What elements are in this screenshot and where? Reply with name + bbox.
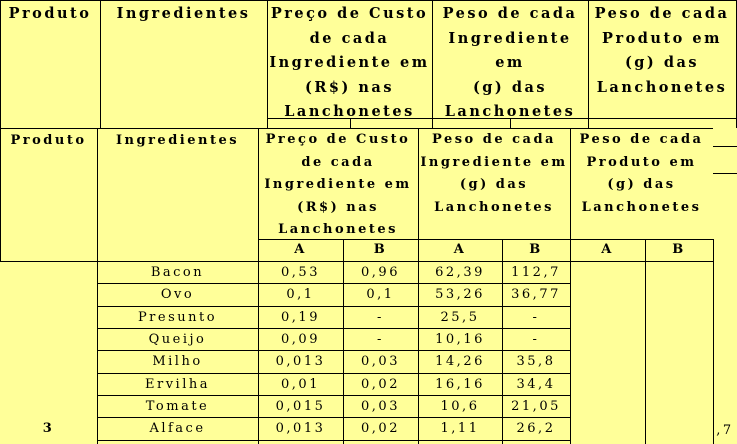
ingredient-name: Queijo bbox=[148, 332, 207, 347]
peso-ingrediente-header-line: Lanchonetes bbox=[434, 199, 554, 215]
peso-a-value: 53,26 bbox=[435, 287, 485, 302]
peso-ingrediente-header-line: Peso de cada bbox=[442, 5, 578, 22]
peso-a-value: 25,5 bbox=[440, 310, 480, 325]
peso-b-value: - bbox=[532, 310, 540, 325]
preco-a-value: 0,09 bbox=[281, 332, 320, 347]
peso-a-value: 10,16 bbox=[435, 332, 485, 347]
ingredient-name: Ervilha bbox=[145, 377, 210, 392]
preco-a-value: 0,013 bbox=[275, 421, 326, 436]
subheader-produto-a: A bbox=[601, 242, 614, 257]
preco-b-value: - bbox=[377, 332, 384, 347]
subheader-peso-b: B bbox=[529, 242, 543, 257]
subheader-produto-b: B bbox=[672, 242, 686, 257]
peso-b-value: 36,77 bbox=[511, 287, 561, 302]
peso-ingrediente-header-line: Peso de cada bbox=[432, 132, 556, 147]
preco-a-value: 0,53 bbox=[281, 265, 320, 280]
peso-produto-header bbox=[570, 129, 713, 219]
peso-b-value: 35,8 bbox=[516, 354, 556, 369]
peso-b-value: - bbox=[532, 332, 540, 347]
trailing-fragment: ,7 bbox=[716, 423, 734, 438]
preco-header bbox=[258, 129, 418, 242]
subheader-preco-a: A bbox=[294, 242, 307, 257]
ingredientes-header: Ingredientes bbox=[115, 133, 240, 148]
preco-a-value: 0,015 bbox=[275, 399, 326, 414]
divider bbox=[713, 146, 737, 147]
preco-b-value: 0,02 bbox=[361, 421, 400, 436]
preco-b-value: 0,02 bbox=[361, 377, 400, 392]
divider bbox=[645, 239, 646, 444]
preco-b-value: 0,03 bbox=[361, 354, 400, 369]
peso-produto-header-line: Lanchonetes bbox=[581, 199, 702, 215]
divider bbox=[713, 173, 737, 174]
preco-header-line: Lanchonetes bbox=[278, 222, 398, 237]
peso-produto-header-line: (g) das bbox=[624, 54, 700, 71]
ingredient-name: Presunto bbox=[137, 310, 218, 325]
peso-b-value: 21,05 bbox=[511, 399, 561, 414]
peso-ingrediente-header-line: (g) das bbox=[472, 78, 548, 96]
produto-header: Produto bbox=[10, 133, 87, 148]
peso-produto-header-line: Produto em bbox=[602, 29, 722, 47]
preco-a-value: 0,1 bbox=[286, 287, 315, 302]
peso-ingrediente-header-line: Ingrediente em bbox=[420, 154, 568, 170]
peso-b-value: 112,7 bbox=[511, 265, 561, 280]
peso-a-value: 10,6 bbox=[440, 399, 480, 414]
peso-a-value: 14,26 bbox=[435, 354, 485, 369]
preco-b-value: 0,1 bbox=[366, 287, 395, 302]
divider bbox=[97, 440, 570, 441]
preco-b-value: 0,03 bbox=[361, 399, 400, 414]
peso-ingrediente-header bbox=[418, 129, 570, 219]
preco-header-line: (R$) nas bbox=[304, 78, 394, 96]
peso-b-value: 34,4 bbox=[516, 377, 556, 392]
preco-b-value: - bbox=[377, 310, 384, 325]
produto-header: Produto bbox=[8, 5, 92, 22]
product-number: 3 bbox=[42, 421, 55, 436]
preco-b-value: 0,96 bbox=[361, 265, 400, 280]
peso-produto-header-line: Lanchonetes bbox=[596, 78, 728, 96]
ingredient-name: Ovo bbox=[160, 287, 195, 302]
peso-ingrediente-header bbox=[432, 2, 588, 125]
preco-a-value: 0,013 bbox=[275, 354, 326, 369]
peso-a-value: 62,39 bbox=[435, 265, 485, 280]
preco-header-line: Preço de Custo bbox=[265, 132, 411, 147]
peso-a-value: 16,16 bbox=[435, 377, 485, 392]
divider bbox=[713, 239, 714, 444]
peso-ingrediente-header-line: (g) das bbox=[459, 177, 529, 192]
ingredientes-header: Ingredientes bbox=[116, 5, 251, 22]
preco-header-line: de cada bbox=[309, 29, 390, 47]
ingredient-name: Tomate bbox=[145, 399, 210, 414]
preco-header bbox=[267, 2, 432, 125]
preco-a-value: 0,19 bbox=[281, 310, 320, 325]
ingredient-name: Bacon bbox=[150, 265, 205, 280]
peso-produto-header-line: Peso de cada bbox=[594, 5, 730, 22]
ingredient-name: Alface bbox=[149, 421, 206, 436]
peso-b-value: 26,2 bbox=[516, 421, 556, 436]
preco-header-line: (R$) nas bbox=[297, 199, 379, 215]
subheader-peso-a: A bbox=[453, 242, 467, 257]
peso-produto-header bbox=[588, 2, 736, 100]
peso-a-value: 1,11 bbox=[440, 421, 480, 436]
preco-a-value: 0,01 bbox=[281, 377, 320, 392]
preco-header-line: Lanchonetes bbox=[284, 103, 415, 120]
peso-produto-header-line: Peso de cada bbox=[579, 132, 704, 147]
peso-produto-header-line: Produto em bbox=[586, 154, 697, 170]
ingredient-name: Milho bbox=[152, 354, 203, 369]
preco-header-line: Ingrediente em bbox=[264, 177, 412, 192]
preco-header-line: Ingrediente em bbox=[269, 54, 430, 71]
preco-header-line: Preço de Custo bbox=[270, 5, 429, 22]
preco-header-line: de cada bbox=[301, 154, 375, 170]
peso-ingrediente-header-line: Lanchonetes bbox=[444, 103, 576, 120]
subheader-preco-b: B bbox=[373, 242, 388, 257]
divider bbox=[0, 0, 737, 1]
peso-produto-header-line: (g) das bbox=[607, 177, 676, 192]
peso-ingrediente-header-line: Ingrediente em bbox=[448, 29, 572, 71]
